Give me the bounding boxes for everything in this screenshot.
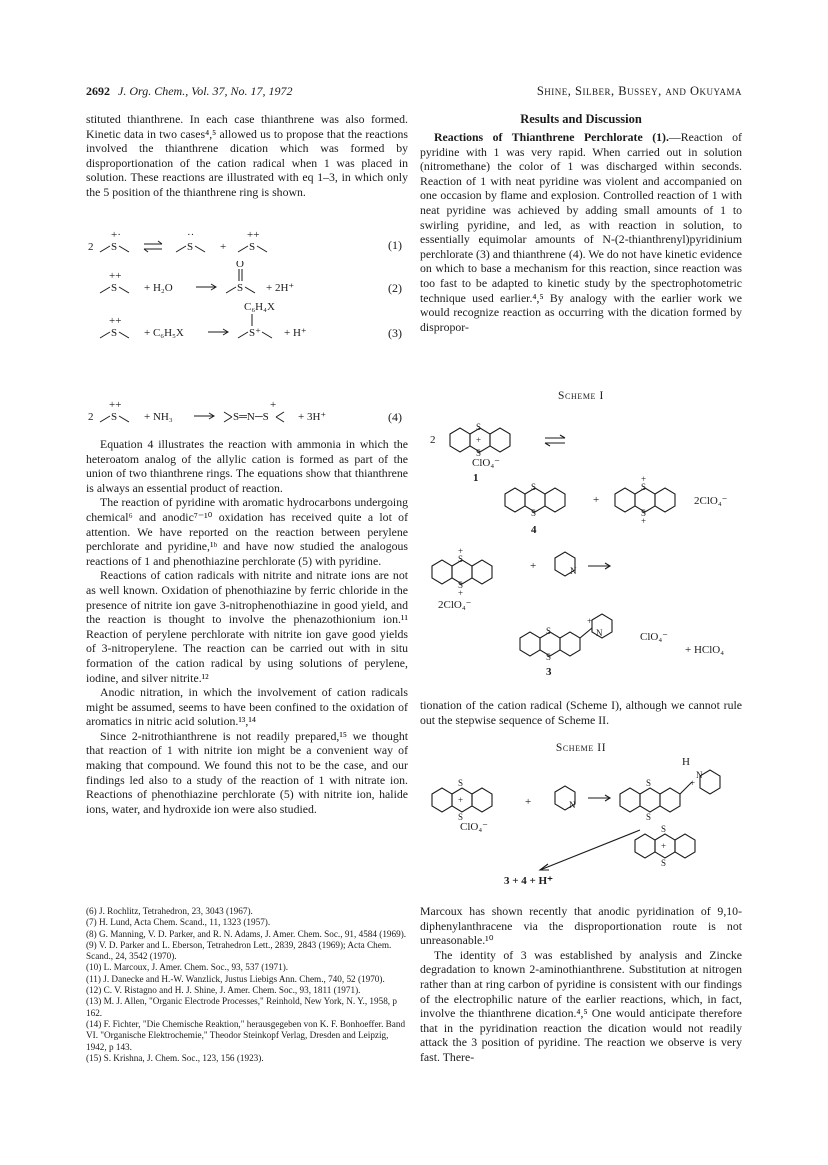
- svg-text:+: +: [661, 841, 667, 851]
- svg-text:S: S: [237, 282, 244, 294]
- svg-text:S: S: [531, 508, 537, 518]
- reference: (9) V. D. Parker and L. Eberson, Tetrahedron Lett., 2839, 2843 (1969); Acta Chem. Scand., 24, 3542 (1970).: [86, 939, 392, 962]
- reference: (12) C. V. Ristagno and H. J. Shine, J. Amer. Chem. Soc., 93, 1811 (1971).: [86, 985, 361, 996]
- plus-sign: +: [593, 494, 600, 506]
- svg-text:+: +: [458, 588, 464, 598]
- svg-text:N: N: [696, 770, 703, 780]
- svg-text:+: +: [458, 546, 464, 556]
- equation-4: [86, 399, 408, 432]
- compound-number: 4: [531, 524, 537, 536]
- svg-text:++: ++: [247, 230, 260, 241]
- svg-text:+ H⁺: + H⁺: [284, 327, 307, 339]
- reference: (6) J. Rochlitz, Tetrahedron, 23, 3043 (1967).: [86, 906, 253, 916]
- equation-1: [86, 230, 408, 260]
- reference: (7) H. Lund, Acta Chem. Scand., 11, 1323 (1957).: [86, 917, 271, 928]
- running-header-authors: Shine, Silber, Bussey, and Okuyama: [536, 84, 742, 98]
- svg-text:+: +: [270, 399, 277, 411]
- svg-text:S: S: [661, 858, 667, 868]
- svg-text:··: ··: [187, 230, 195, 241]
- reference: (14) F. Fichter, "Die Chemische Reaktion," herausgegeben von K. F. Bonhoeffer. Band VI. "Organische Elektrochemie," Theodor Steinkopf Verlag, Dresden and Leipzig, 1942, p 143.: [86, 1018, 406, 1052]
- equation-number: (3): [388, 326, 402, 340]
- equation-number: (1): [388, 238, 402, 252]
- equation-3-drawing: [86, 300, 408, 340]
- svg-text:++: ++: [109, 315, 122, 327]
- svg-text:N: N: [570, 566, 577, 576]
- svg-text:S: S: [111, 282, 118, 294]
- svg-text:+ 3H⁺: + 3H⁺: [298, 411, 327, 423]
- svg-text:S: S: [111, 411, 118, 423]
- paragraph: Reactions of cation radicals with nitrite and nitrate ions are not as well known. Oxidation of phenothiazine by ferric chloride in the presence of nitrite ion gave 3-nitrophenothiazine in good yield, and the reaction is thought to involve the phenazothionium ion.¹¹ Reaction of perylene perchlorate with nitrite ion gave good yields of 3-nitroperylene. The reaction can be carried out with in situ formation of the cation radical by using solutions of perylene, iodine, and silver nitrite.¹²: [86, 568, 408, 685]
- svg-text:S: S: [546, 652, 552, 662]
- compound-number: 1: [473, 472, 479, 484]
- svg-text:S⁺: S⁺: [249, 327, 261, 339]
- svg-text:+: +: [641, 516, 647, 526]
- svg-text:++: ++: [109, 399, 122, 411]
- svg-text:S: S: [641, 508, 647, 518]
- svg-text:O: O: [236, 261, 244, 270]
- reference: (11) J. Danecke and H.-W. Wanzlick, Justus Liebigs Ann. Chem., 740, 52 (1970).: [86, 973, 385, 984]
- svg-text:++: ++: [109, 270, 122, 282]
- plus-sign: +: [525, 796, 532, 808]
- svg-text:2: 2: [88, 411, 94, 423]
- svg-text:+ C₆H₅X: + C₆H₅X: [144, 327, 184, 339]
- compound-number: 3: [546, 666, 552, 678]
- svg-text:S: S: [646, 778, 652, 788]
- scheme-1: [420, 406, 750, 696]
- equation-1-drawing: [86, 230, 408, 264]
- svg-text:+: +: [587, 616, 593, 626]
- scheme-label: 2: [430, 434, 436, 446]
- equation-2-drawing: [86, 261, 408, 295]
- svg-text:+: +: [458, 795, 464, 805]
- paragraph: Anodic nitration, in which the involvement of cation radicals might be assumed, seems to have been confined to the oxidation of aromatics in nitric acid solution.¹³,¹⁴: [86, 685, 408, 729]
- svg-text:N: N: [569, 800, 576, 810]
- scheme-label: 2ClO₄⁻: [438, 599, 472, 611]
- equation-3: [86, 301, 408, 348]
- paragraph: Marcoux has shown recently that anodic pyridination of 9,10-diphenylanthracene via the disproportionation route is not unreasonable.¹⁰: [420, 904, 742, 948]
- svg-text:S: S: [458, 554, 464, 564]
- paragraph: tionation of the cation radical (Scheme I), although we cannot rule out the stepwise sequence of Scheme II.: [420, 698, 742, 727]
- scheme-label: ClO₄⁻: [472, 457, 500, 469]
- scheme-2: [420, 758, 750, 893]
- right-column-mid: [420, 698, 742, 727]
- scheme-label: H: [682, 756, 690, 768]
- svg-text:2: 2: [88, 241, 94, 253]
- svg-text:+: +: [220, 241, 227, 253]
- svg-text:S: S: [531, 482, 537, 492]
- subheading: Reactions of Thianthrene Perchlorate (1).: [434, 130, 669, 144]
- left-column-intro: [86, 112, 408, 200]
- reference: (15) S. Krishna, J. Chem. Soc., 123, 156 (1923).: [86, 1052, 264, 1063]
- svg-text:+·: +·: [111, 230, 121, 241]
- svg-text:+: +: [690, 778, 696, 788]
- svg-text:+ H₂O: + H₂O: [144, 282, 173, 294]
- svg-text:S: S: [249, 241, 256, 253]
- equation-2: [86, 261, 408, 303]
- paragraph: Equation 4 illustrates the reaction with ammonia in which the heteroatom analog of the allylic cation is formed as part of the union of two thianthrene rings. The equations show that thianthrene is always an essential product of reaction.: [86, 437, 408, 495]
- right-column-bottom: [420, 904, 742, 1065]
- scheme-label: 2ClO₄⁻: [694, 495, 728, 507]
- scheme-label: ClO₄⁻: [640, 631, 668, 643]
- svg-text:S: S: [111, 241, 118, 253]
- page-number: 2692: [86, 84, 110, 98]
- scheme-2-title: Scheme II: [555, 742, 607, 754]
- equation-number: (4): [388, 410, 402, 424]
- right-column-top: [420, 130, 742, 334]
- svg-text:S: S: [458, 580, 464, 590]
- equation-4-drawing: [86, 390, 408, 424]
- svg-text:+ NH₃: + NH₃: [144, 411, 173, 423]
- scheme-label: + HClO₄: [685, 644, 725, 656]
- paragraph: Since 2-nitrothianthrene is not readily prepared,¹⁵ we thought that reaction of 1 with nitrite ion might be a convenient way of making that compound. We found this not to be the case, and our findings led also to a study of the reaction of 1 with nitrate ion. Reactions of phenothiazine perchlorate (5) with nitrite ion, halide ions, water, and hydroxide ion were also studied.: [86, 728, 408, 816]
- svg-text:C₆H₄X: C₆H₄X: [244, 301, 275, 313]
- left-column-body: [86, 437, 408, 816]
- reference: (13) M. J. Allen, "Organic Electrode Processes," Reinhold, New York, N. Y., 1958, p 162.: [86, 996, 397, 1018]
- svg-text:S: S: [458, 778, 464, 788]
- svg-text:S: S: [546, 626, 552, 636]
- svg-text:S: S: [476, 422, 482, 432]
- reference: (8) G. Manning, V. D. Parker, and R. N. Adams, J. Amer. Chem. Soc., 91, 4584 (1969).: [86, 928, 407, 939]
- svg-text:N: N: [596, 628, 603, 638]
- svg-text:S: S: [187, 241, 194, 253]
- references: [86, 906, 408, 1064]
- running-header-left: [86, 84, 293, 99]
- paragraph: [420, 130, 742, 334]
- svg-text:S═N─S: S═N─S: [233, 411, 269, 423]
- scheme-1-title: Scheme I: [558, 390, 604, 402]
- svg-text:S: S: [111, 327, 118, 339]
- svg-text:S: S: [476, 448, 482, 458]
- reference: (10) L. Marcoux, J. Amer. Chem. Soc., 93, 537 (1971).: [86, 962, 289, 973]
- svg-text:S: S: [641, 482, 647, 492]
- section-heading: Results and Discussion: [520, 112, 642, 126]
- svg-text:+: +: [641, 474, 647, 484]
- svg-text:S: S: [646, 812, 652, 822]
- equation-number: (2): [388, 281, 402, 295]
- svg-text:S: S: [661, 824, 667, 834]
- journal-citation: J. Org. Chem., Vol. 37, No. 17, 1972: [118, 84, 293, 98]
- paragraph-text: —Reaction of pyridine with 1 was very rapid. When carried out in solution (nitromethane) the color of 1 was discharged within seconds. Reaction of 1 with neat pyridine was violent and accompanied on one occasion by flame and explosion. Controlled reaction of 1 with neat pyridine was achieved by adding small amounts of 1 to swirling pyridine, and led, as with reaction in solution, to essentially equimolar amounts of N-(2-thianthrenyl)pyridinium perchlorate (3) and thianthrene (4). We do not have kinetic evidence on which to base a mechanism for this reaction, since reaction was too fast to be adapted to kinetic study by the spectrophotometric technique used earlier.⁴,⁵ By analogy with the earlier work we would recognize reaction as occurring with the dication formed by dispropor-: [420, 130, 742, 334]
- scheme-label: ClO₄⁻: [460, 821, 488, 833]
- plus-sign: +: [530, 560, 537, 572]
- paragraph: The identity of 3 was established by analysis and Zincke degradation to known 2-aminothianthrene. Substitution at nitrogen rather than at ring carbon of pyridine is consistent with our findings of the electrophilic nature of the earlier reactions, which, in fact, involve the thianthrene dication.⁴,⁵ One would anticipate therefore that in the pyridination reaction the dication would not readily attack the 3 position of pyridine. The reaction we observe is very fast. There-: [420, 947, 742, 1064]
- scheme-label: 3 + 4 + H⁺: [504, 875, 553, 887]
- svg-text:+ 2H⁺: + 2H⁺: [266, 282, 295, 294]
- paragraph: The reaction of pyridine with aromatic hydrocarbons undergoing chemical⁶ and anodic⁷⁻¹⁰ oxidation has received quite a lot of attention. We have reported on the reaction between perylene perchlorate and pyridine,¹ᵇ and have now studied the analogous reactions of 1 and phenothiazine perchlorate (5) with pyridine.: [86, 495, 408, 568]
- intro-paragraph: stituted thianthrene. In each case thianthrene was also formed. Kinetic data in two cases⁴,⁵ allowed us to propose that the reactions involved the thianthrene dication which was formed by disproportionation of the cation radical when 1 was placed in solution. These reactions are illustrated with eq 1–3, in which only the 5 position of the thianthrene ring is shown.: [86, 112, 408, 199]
- svg-text:S: S: [458, 812, 464, 822]
- svg-text:+: +: [476, 435, 482, 445]
